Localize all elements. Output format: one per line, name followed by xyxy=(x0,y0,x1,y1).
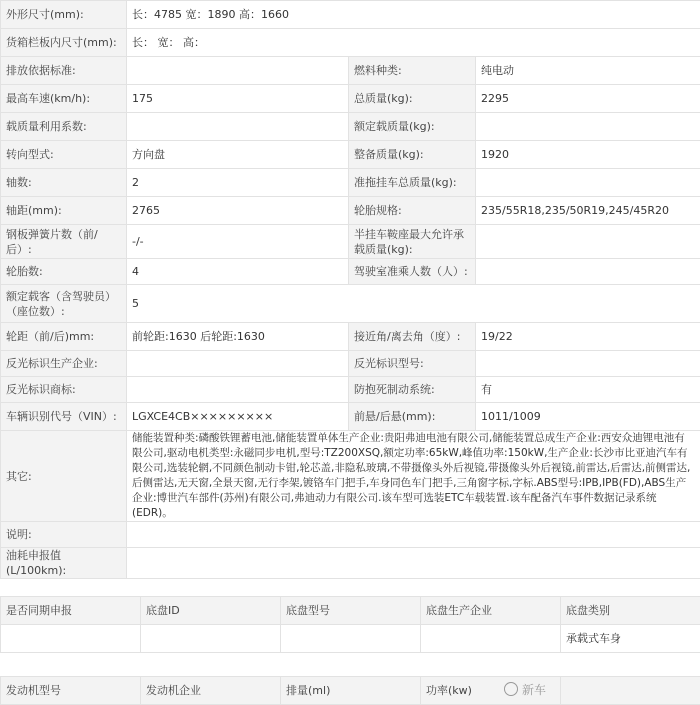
field-value: 2 xyxy=(127,169,349,197)
field-label: 油耗申报值(L/100km): xyxy=(1,548,127,579)
table-row xyxy=(1,225,700,259)
chassis-header-cell: 底盘ID xyxy=(141,597,281,625)
field-label: 载质量利用系数: xyxy=(1,113,127,141)
field-label: 接近角/离去角（度）: xyxy=(349,323,476,351)
table-row xyxy=(1,431,700,522)
field-value xyxy=(127,522,700,548)
field-label: 钢板弹簧片数（前/后）: xyxy=(1,225,127,259)
field-label: 轮距（前/后)mm: xyxy=(1,323,127,351)
table-row xyxy=(1,323,700,351)
field-label: 防抱死制动系统: xyxy=(349,377,476,403)
table-row xyxy=(1,285,700,323)
field-label: 反光标识型号: xyxy=(349,351,476,377)
chassis-header-cell: 底盘生产企业 xyxy=(421,597,561,625)
field-value: 4 xyxy=(127,259,349,285)
chassis-header-row xyxy=(1,597,700,625)
table-row xyxy=(1,1,700,29)
table-row xyxy=(1,85,700,113)
field-label: 整备质量(kg): xyxy=(349,141,476,169)
field-label: 燃料种类: xyxy=(349,57,476,85)
field-label: 排放依据标准: xyxy=(1,57,127,85)
field-value: LGXCE4CB××××××××× xyxy=(127,403,349,431)
field-value: 19/22 xyxy=(476,323,700,351)
field-label: 半挂车鞍座最大允许承载质量(kg): xyxy=(349,225,476,259)
field-label: 驾驶室准乘人数（人）: xyxy=(349,259,476,285)
field-label: 反光标识生产企业: xyxy=(1,351,127,377)
field-label: 轴数: xyxy=(1,169,127,197)
field-value: 2765 xyxy=(127,197,349,225)
field-value xyxy=(476,225,700,259)
chassis-value-cell xyxy=(421,625,561,653)
field-label: 外形尺寸(mm): xyxy=(1,1,127,29)
field-value: 175 xyxy=(127,85,349,113)
table-row xyxy=(1,141,700,169)
field-value: 1011/1009 xyxy=(476,403,700,431)
field-value xyxy=(476,351,700,377)
field-value: 235/55R18,235/50R19,245/45R20 xyxy=(476,197,700,225)
field-value xyxy=(127,351,349,377)
field-label: 反光标识商标: xyxy=(1,377,127,403)
field-label: 转向型式: xyxy=(1,141,127,169)
field-value: 方向盘 xyxy=(127,141,349,169)
table-row xyxy=(1,403,700,431)
field-value xyxy=(476,113,700,141)
field-label: 车辆识别代号（VIN）: xyxy=(1,403,127,431)
field-value: 5 xyxy=(127,285,700,323)
table-row xyxy=(1,259,700,285)
field-label: 额定载质量(kg): xyxy=(349,113,476,141)
field-label: 轮胎规格: xyxy=(349,197,476,225)
field-label: 说明: xyxy=(1,522,127,548)
field-label: 总质量(kg): xyxy=(349,85,476,113)
field-value: 2295 xyxy=(476,85,700,113)
engine-header-cell: 排量(ml) xyxy=(281,677,421,705)
field-label: 前悬/后悬(mm): xyxy=(349,403,476,431)
chassis-value-cell xyxy=(281,625,421,653)
table-row xyxy=(1,548,700,579)
field-value xyxy=(127,377,349,403)
field-value: 长： 宽： 高： xyxy=(127,29,700,57)
chassis-table xyxy=(0,596,700,653)
field-label: 货箱栏板内尺寸(mm): xyxy=(1,29,127,57)
table-row xyxy=(1,351,700,377)
field-label: 轮胎数: xyxy=(1,259,127,285)
table-row xyxy=(1,57,700,85)
field-value xyxy=(127,57,349,85)
wechat-icon xyxy=(504,682,518,696)
chassis-header-cell: 底盘型号 xyxy=(281,597,421,625)
chassis-value-cell xyxy=(141,625,281,653)
chassis-value-cell: 承载式车身 xyxy=(561,625,700,653)
watermark-text: 新车 xyxy=(522,681,546,698)
field-value xyxy=(127,113,349,141)
field-value: -/- xyxy=(127,225,349,259)
field-value xyxy=(476,169,700,197)
field-value: 1920 xyxy=(476,141,700,169)
field-value: 长：4785 宽：1890 高：1660 xyxy=(127,1,700,29)
table-row xyxy=(1,522,700,548)
field-label: 准拖挂车总质量(kg): xyxy=(349,169,476,197)
engine-header-cell: 发动机型号 xyxy=(1,677,141,705)
field-value: 储能装置种类:磷酸铁锂蓄电池,储能装置单体生产企业:贵阳弗迪电池有限公司,储能装置总成生产企业:西安众迪锂电池有限公司,驱动电机类型:永磁同步电机,型号:TZ200XSQ,额定功率:65kW,峰值功率:150kW,生产企业:长沙市比亚迪汽车有限公司,选装轮辋,不同颜色制动卡钳,轮芯盖,非隐私玻璃,不带摄像头外后视镜,带摄像头外后视镜,前雷达,后雷达,前侧雷达,后侧雷达,无天窗,全景天窗,无行李架,镀铬车门把手,车身同色车门把手,三角窗字标,字标.ABS型号:IPB,IPB(FD),ABS生产企业:博世汽车部件(苏州)有限公司,弗迪动力有限公司.该车型可选装ETC车载装置.该车配备汽车事件数据记录系统(EDR)。 xyxy=(127,431,700,522)
chassis-value-cell xyxy=(1,625,141,653)
watermark xyxy=(504,678,700,700)
field-label: 额定载客（含驾驶员）（座位数）: xyxy=(1,285,127,323)
table-row xyxy=(1,29,700,57)
field-value xyxy=(127,548,700,579)
table-row xyxy=(1,113,700,141)
chassis-header-cell: 底盘类别 xyxy=(561,597,700,625)
engine-header-cell: 发动机企业 xyxy=(141,677,281,705)
engine-header-cell: 功率(kw) xyxy=(421,677,561,705)
table-row xyxy=(1,377,700,403)
field-value: 前轮距:1630 后轮距:1630 xyxy=(127,323,349,351)
table-row xyxy=(1,197,700,225)
chassis-value-row xyxy=(1,625,700,653)
field-value: 纯电动 xyxy=(476,57,700,85)
field-label: 最高车速(km/h): xyxy=(1,85,127,113)
table-row xyxy=(1,169,700,197)
field-value: 有 xyxy=(476,377,700,403)
field-label: 轴距(mm): xyxy=(1,197,127,225)
field-label: 其它: xyxy=(1,431,127,522)
field-value xyxy=(476,259,700,285)
chassis-header-cell: 是否同期申报 xyxy=(1,597,141,625)
